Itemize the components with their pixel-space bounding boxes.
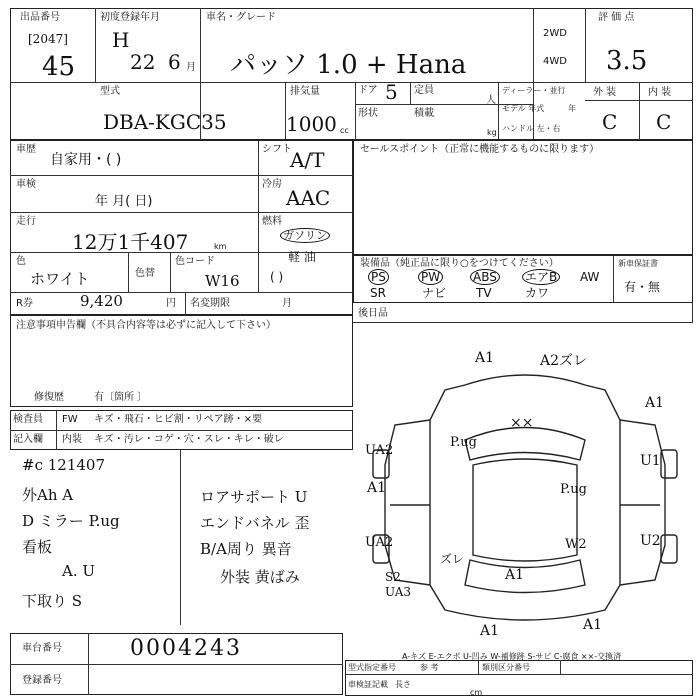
exterior-grade: C <box>602 110 618 134</box>
mark-w2-right-rear: W2 <box>565 537 587 552</box>
mileage-label: 走行 <box>16 216 36 227</box>
repair-label: 修復歴 <box>34 392 64 403</box>
color-value: ホワイト <box>30 270 90 288</box>
category-label: 類別区分番号 <box>482 663 530 672</box>
type-designation-label: 型式指定番号 <box>348 663 396 672</box>
drive-2wd: 2WD <box>543 28 567 39</box>
right-front-wheel <box>661 450 677 478</box>
mark-a1-left-door: A1 <box>367 480 387 496</box>
mark-xx-hood: ×× <box>510 415 534 431</box>
doors-value: 5 <box>385 80 398 104</box>
mark-pug-windshield: P.ug <box>450 435 477 450</box>
interior-label: 内 装 <box>648 87 672 98</box>
mark-a2-shift: A2ズレ <box>540 353 588 369</box>
dealer-label: ディーラー・並行 <box>502 86 566 95</box>
recycle-label: R券 <box>16 298 33 309</box>
fw-label: FW <box>62 414 78 425</box>
type-label: 型式 <box>100 86 120 97</box>
warranty-value: 有・無 <box>624 280 661 294</box>
mark-a1-rear-bumper-left: A1 <box>480 623 500 639</box>
model-year-label: モデル 年式 <box>502 104 545 113</box>
capacity-label: 定員 <box>414 85 434 96</box>
mark-ua2-left-rear: UA2 <box>365 535 394 550</box>
note-left-1: 外Ah A <box>22 486 74 504</box>
interior-grade: C <box>656 110 672 134</box>
equip-abs: ABS <box>470 269 500 285</box>
equip-ps: PS <box>368 269 389 285</box>
legend: A-キズ E-エクボ U-凹み W-補修跡 S-サビ C-腐食 ××-交換済 <box>402 652 622 661</box>
equipment-label: 装備品（純正品に限り○をつけてください） <box>360 258 559 269</box>
note-right-1: ロアサポート U <box>200 488 308 506</box>
equip-tv: TV <box>476 286 492 300</box>
chassis-value: 0004243 <box>130 636 242 661</box>
handle-label: ハンドル 左・右 <box>502 124 561 133</box>
mark-s2-rear-left: S2 <box>385 570 401 584</box>
reg-month-unit: 月 <box>186 62 196 73</box>
person-unit: 人 <box>486 95 496 106</box>
equip-navi: ナビ <box>422 286 447 300</box>
note-right-2: エンドバネル 歪 <box>200 514 310 532</box>
cooling-label: 冷房 <box>262 179 282 190</box>
name-change-label: 名変期限 <box>190 298 230 309</box>
color-code-value: W16 <box>205 272 240 290</box>
reg-month: 6 <box>168 50 181 74</box>
note-mileage: #c 121407 <box>22 456 105 474</box>
equip-aw: AW <box>580 270 600 284</box>
lot-label: 出品番号 <box>20 12 60 23</box>
mark-pug-right-door: P.ug <box>560 482 587 497</box>
equip-sr: SR <box>370 286 386 300</box>
note-left-3: 看板 <box>22 538 53 556</box>
color-label: 色 <box>16 256 26 267</box>
warranty-label: 新車保証書 <box>618 259 658 268</box>
note-left-4: A. U <box>62 562 96 580</box>
cert-label: 車検証記載 <box>348 680 388 689</box>
memo-label: 参 考 <box>420 663 439 672</box>
name-change-month-unit: 月 <box>282 298 292 309</box>
mark-a1-rear-bumper-right: A1 <box>583 617 603 633</box>
note-left-5: 下取り S <box>22 592 83 610</box>
displacement-label: 排気量 <box>290 86 320 97</box>
cooling-value: AAC <box>286 186 331 210</box>
inspection-value: 年 月( 日) <box>95 194 153 209</box>
inspection-label: 車検 <box>16 179 36 190</box>
notes-label: 注意事項申告欄（不具合内容等は必ずに記入して下さい） <box>16 320 276 331</box>
mark-u1-right: U1 <box>640 453 661 469</box>
mark-ua2-left-front: UA2 <box>365 443 394 458</box>
reg-era: H <box>112 28 130 52</box>
fuel-diesel: 軽 油 <box>288 250 316 264</box>
first-reg-label: 初度登録年月 <box>100 12 160 23</box>
lot-code: [2047] <box>28 32 68 46</box>
note-right-3: B/A周り 異音 <box>200 540 292 558</box>
damage-diagram <box>355 345 695 645</box>
length-label: 長さ <box>395 680 411 689</box>
repair-value: 有〔箇所 〕 <box>94 392 148 403</box>
registration-label: 登録番号 <box>22 675 62 686</box>
lot-number: 45 <box>42 52 76 82</box>
mark-shift-left-rear: ズレ <box>440 552 465 566</box>
doors-label: ドア <box>358 85 378 96</box>
color-no-label: 色替 <box>135 268 155 279</box>
shape-label: 形状 <box>358 108 378 119</box>
year-unit: 年 <box>568 104 576 113</box>
score-label: 評 価 点 <box>598 12 635 23</box>
shift-value: A/T <box>290 148 325 172</box>
kg-unit: kg <box>487 128 497 137</box>
usage-value: 自家用・( ) <box>50 152 122 168</box>
fuel-paren: ( ) <box>270 270 284 284</box>
reg-year: 22 <box>130 50 156 74</box>
equip-pw: PW <box>418 269 443 285</box>
drive-4wd: 4WD <box>543 56 567 67</box>
interior-label-row: 内装 <box>62 434 82 445</box>
displacement-value: 1000 <box>286 112 337 136</box>
model-name: パッソ 1.0 + Hana <box>230 50 467 80</box>
fuel-label: 燃料 <box>262 216 282 227</box>
right-side-outline <box>620 420 665 585</box>
chassis-label: 車台番号 <box>22 643 62 654</box>
type-value: DBA-KGC35 <box>103 110 227 134</box>
color-code-label: 色コード <box>175 256 215 267</box>
mark-a1-front: A1 <box>475 350 495 366</box>
note-left-2: D ミラー P.ug <box>22 512 120 530</box>
yen-unit: 円 <box>166 298 176 309</box>
usage-label: 車歴 <box>16 144 36 155</box>
mark-u2-right-rear: U2 <box>640 533 661 549</box>
windshield-outline <box>465 428 585 461</box>
roof-outline <box>473 459 577 561</box>
rear-window-outline <box>465 560 585 593</box>
equip-leather: カワ <box>525 286 550 300</box>
model-name-label: 車名・グレード <box>206 12 276 23</box>
aftermarket-label: 後日品 <box>358 308 388 319</box>
car-body-outline <box>430 375 620 620</box>
shift-label: シフト <box>262 144 292 155</box>
exterior-damage-items: キズ・飛石・ヒビ割・リペア跡・×要 <box>94 414 262 425</box>
mark-a1-right-front: A1 <box>645 395 665 411</box>
score-value: 3.5 <box>606 46 648 76</box>
mark-a1-trunk: A1 <box>505 567 525 583</box>
selling-points-frame <box>353 140 693 255</box>
mark-ua3-rear-left: UA3 <box>385 585 412 599</box>
cm-unit: cm <box>470 688 483 697</box>
equip-airbag: エアB <box>522 269 560 285</box>
fuel-gasoline: ガソリン <box>280 228 330 243</box>
cc-unit: cc <box>340 126 349 135</box>
mileage-value: 12万1千407 <box>72 230 189 254</box>
interior-damage-items: キズ・汚レ・コゲ・穴・スレ・キレ・破レ <box>94 434 284 445</box>
note-right-4: 外装 黄ばみ <box>220 568 300 586</box>
recycle-value: 9,420 <box>80 292 123 310</box>
exterior-label: 外 装 <box>593 87 617 98</box>
inspector-label: 検査員 <box>13 414 43 425</box>
entry-label: 記入欄 <box>13 434 43 445</box>
selling-points-label: セールスポイント（正常に機能するものに限ります） <box>360 144 600 155</box>
car-outline <box>355 345 695 645</box>
km-unit: km <box>214 242 227 251</box>
load-label: 積載 <box>414 108 434 119</box>
